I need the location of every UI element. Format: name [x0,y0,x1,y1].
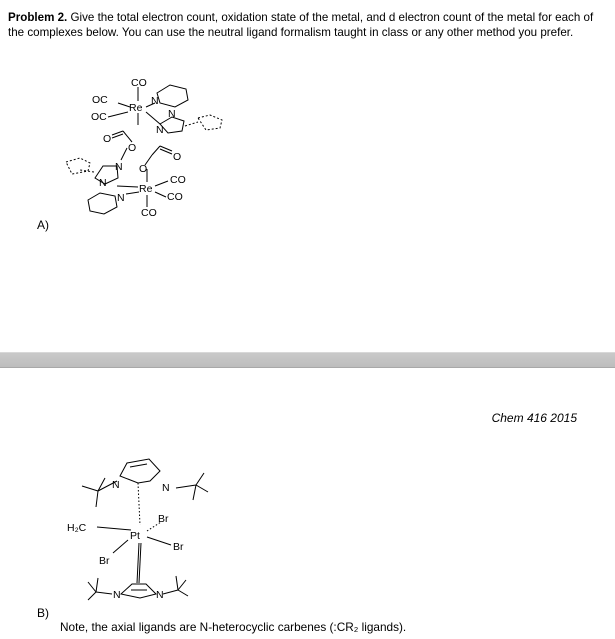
atom-o-1: O [103,133,112,145]
atom-n-top-right: N [162,482,170,494]
atom-n-2: N [168,108,176,120]
problem-heading: Problem 2. [8,11,68,24]
atom-n-top-left: N [112,479,120,491]
atom-n-1: N [151,95,159,107]
atom-n-3: N [156,124,164,136]
atom-n-6: N [117,192,125,204]
atom-co-3: CO [167,191,183,203]
atom-o-4: O [173,151,182,163]
course-label: Chem 416 2015 [491,411,577,425]
problem-text: Give the total electron count, oxidation state of the metal, and d electron count of the metal for each of the complexes below. You can use the neutral ligand formalism taught in class or any other method you prefer. [8,11,594,39]
part-b-label: B) [37,606,49,620]
atom-o-3: O [139,163,148,175]
atom-n-bottom-right: N [156,589,164,601]
atom-re-2: Re [139,183,153,195]
atom-br-top: Br [158,513,169,525]
atom-n-5: N [99,177,107,189]
atom-br-left: Br [99,555,110,567]
atom-co-top: CO [131,77,147,89]
atom-oc-1: OC [92,94,108,106]
atom-n-4: N [115,161,123,173]
atom-n-bottom-left: N [113,589,121,601]
atom-h2c: H₂C [67,522,87,534]
atom-re-1: Re [129,102,143,114]
part-a-label: A) [37,218,49,232]
atom-o-2: O [128,142,137,154]
atom-br-right: Br [173,541,184,553]
atom-co-2: CO [170,174,186,186]
atom-oc-2: OC [91,111,107,123]
atom-pt: Pt [130,530,140,542]
note-text: Note, the axial ligands are N-heterocyclic carbenes (:CR₂ ligands). [60,620,407,634]
atom-co-bottom: CO [141,207,157,219]
